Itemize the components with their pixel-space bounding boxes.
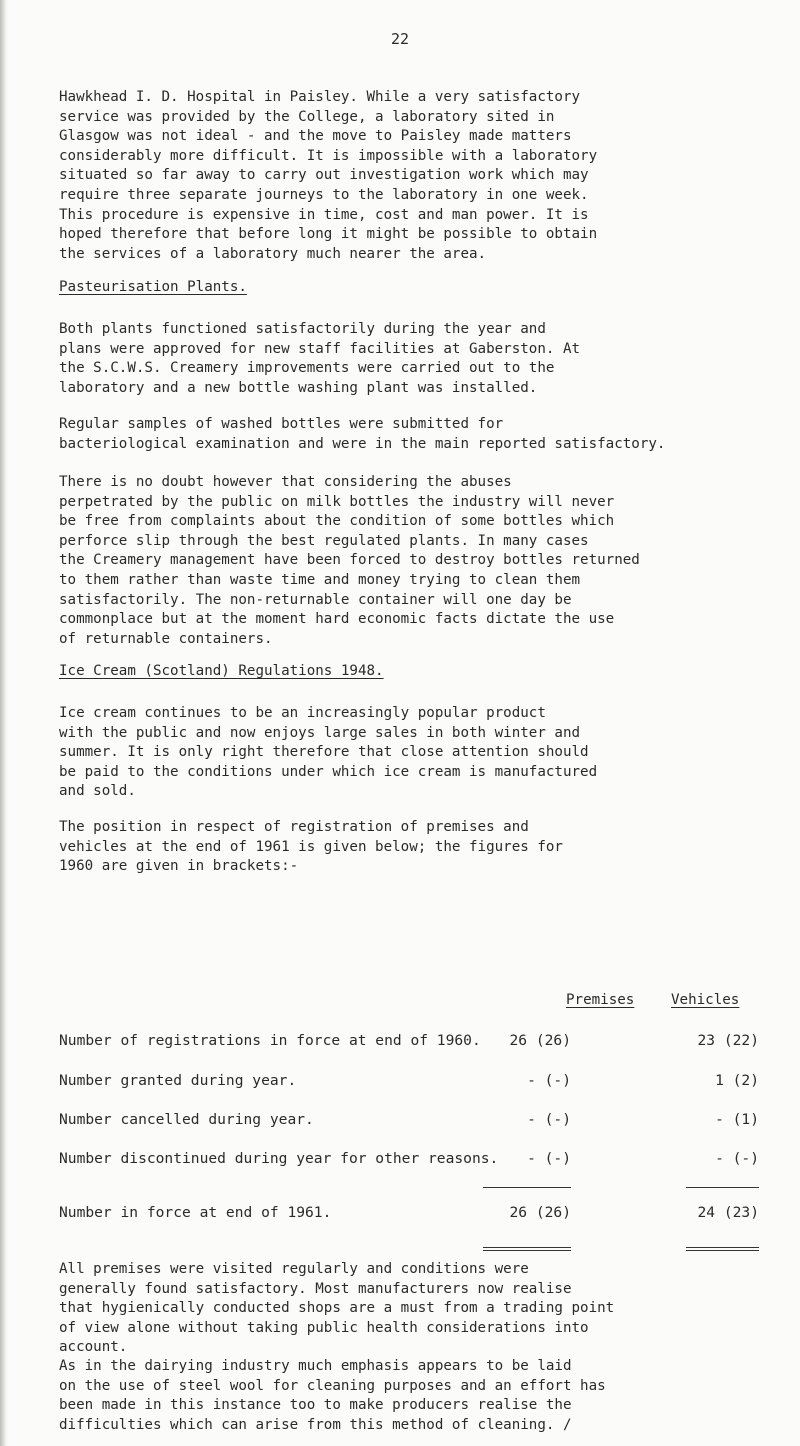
premises-value: 26 (26) bbox=[509, 1032, 571, 1049]
paragraph-pasteurisation-plants: Both plants functioned satisfactorily during the year and plans were approved for new staff facilities at Gaberston. At the S.C.W.S. Creamery improvements were carried out to the laboratory and a new bottle washing plant was installed. bbox=[59, 321, 581, 396]
paragraph-washed-bottles: Regular samples of washed bottles were submitted for bacteriological examination and were in the main reported satisfactory. bbox=[59, 416, 666, 452]
table-row bbox=[59, 1111, 759, 1131]
row-label: Number cancelled during year. bbox=[59, 1111, 314, 1128]
column-header-vehicles: Vehicles bbox=[671, 992, 740, 1008]
subtotal-rule-vehicles bbox=[686, 1187, 759, 1188]
table-row bbox=[59, 1150, 759, 1170]
paragraph-milk-bottles: There is no doubt however that considering the abuses perpetrated by the public on milk bottles the industry will never be free from complaints about the condition of some bottles which perforce slip through the best regulated plants. In many cases the Creamery management have been forced to destroy bottles returned to them rather than waste time and money trying to clean them satisfactorily. The non-returnable container will one day be commonplace but at the moment hard economic facts dictate the use of returnable containers. bbox=[59, 474, 640, 647]
row-label: Number granted during year. bbox=[59, 1072, 297, 1089]
table-total-row bbox=[59, 1204, 759, 1224]
table-row bbox=[59, 1032, 759, 1052]
total-vehicles-value: 24 (23) bbox=[697, 1204, 759, 1221]
paragraph-steel-wool: As in the dairying industry much emphasis appears to be laid on the use of steel wool for cleaning purposes and an effort has been made in this instance too to make producers realise the difficulties which can arise from this method of cleaning. / bbox=[59, 1358, 606, 1433]
table-row bbox=[59, 1072, 759, 1092]
heading-pasteurisation-plants: Pasteurisation Plants. bbox=[59, 279, 247, 295]
paragraph-registration: The position in respect of registration of premises and vehicles at the end of 1961 is given below; the figures for 1960 are given in brackets:- bbox=[59, 819, 563, 875]
vehicles-value: 23 (22) bbox=[697, 1032, 759, 1049]
paragraph-laboratory: Hawkhead I. D. Hospital in Paisley. While a very satisfactory service was provided by the College, a laboratory sited in Glasgow was not ideal - and the move to Paisley made matters considerably more difficult. It is impossible with a laboratory situated so far away to carry out investigation work which may require three separate journeys to the laboratory in one week. This procedure is expensive in time, cost and man power. It is hoped therefore that before long it might be possible to obtain the services of a laboratory much nearer the area. bbox=[59, 89, 598, 262]
vehicles-value: - (1) bbox=[715, 1111, 759, 1128]
total-premises-value: 26 (26) bbox=[509, 1204, 571, 1221]
total-double-rule-premises bbox=[483, 1247, 571, 1248]
premises-value: - (-) bbox=[527, 1072, 571, 1089]
paragraph-premises-visited: All premises were visited regularly and conditions were generally found satisfactory. Most manufacturers now realise that hygienically conducted shops are a must from a trading point of view alone without taking public health considerations into account. bbox=[59, 1261, 615, 1356]
premises-value: - (-) bbox=[527, 1111, 571, 1128]
row-label: Number of registrations in force at end of 1960. bbox=[59, 1032, 481, 1049]
total-double-rule-premises bbox=[483, 1250, 571, 1251]
total-double-rule-vehicles bbox=[686, 1247, 759, 1248]
premises-value: - (-) bbox=[527, 1150, 571, 1167]
paragraph-ice-cream: Ice cream continues to be an increasingly popular product with the public and now enjoys large sales in both winter and summer. It is only right therefore that close attention should be paid to the conditions under which ice cream is manufactured and sold. bbox=[59, 705, 598, 800]
vehicles-value: - (-) bbox=[715, 1150, 759, 1167]
heading-ice-cream-regulations: Ice Cream (Scotland) Regulations 1948. bbox=[59, 663, 384, 679]
row-label: Number discontinued during year for other reasons. bbox=[59, 1150, 499, 1167]
subtotal-rule-premises bbox=[483, 1187, 571, 1188]
total-label: Number in force at end of 1961. bbox=[59, 1204, 332, 1221]
column-header-premises: Premises bbox=[566, 992, 635, 1008]
total-double-rule-vehicles bbox=[686, 1250, 759, 1251]
scan-edge-shadow bbox=[0, 0, 7, 1446]
page-number: 22 bbox=[390, 30, 410, 48]
vehicles-value: 1 (2) bbox=[715, 1072, 759, 1089]
